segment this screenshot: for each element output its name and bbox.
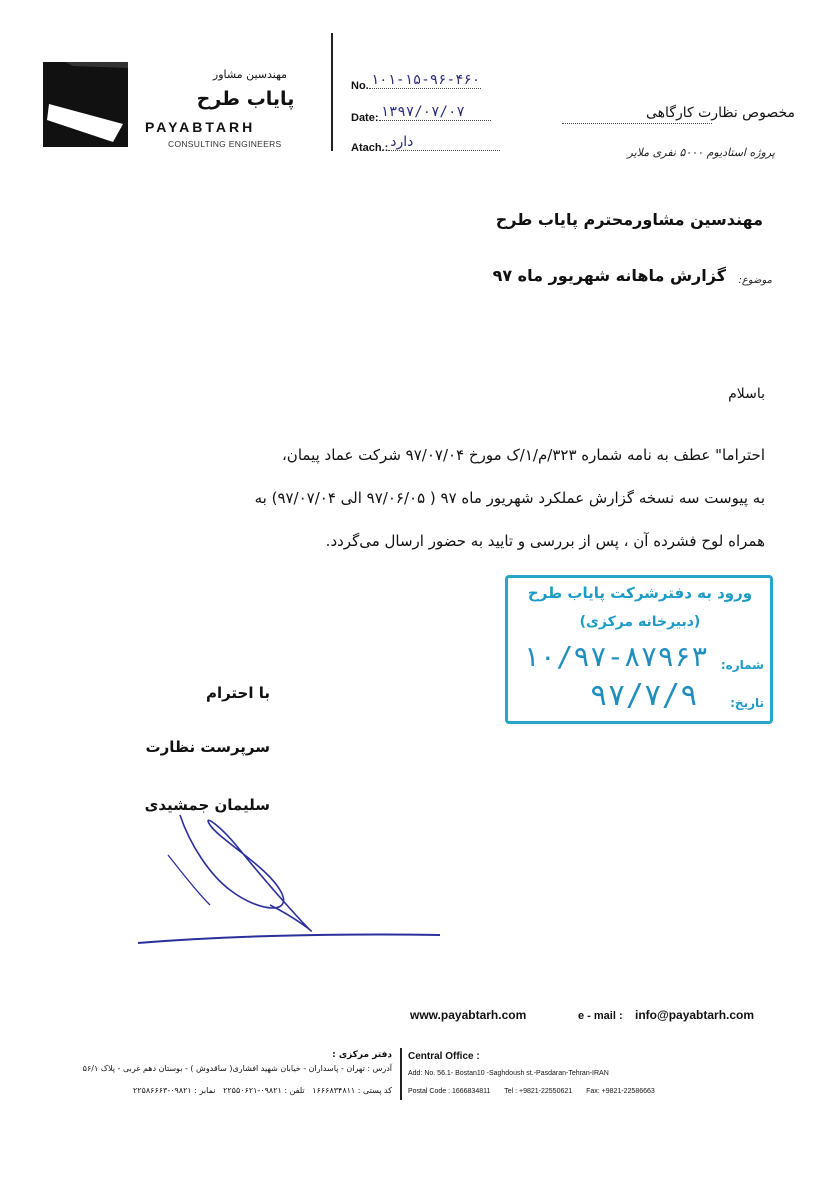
firm-persian-name: پایاب طرح	[196, 88, 295, 110]
stamp-date-label: تاریخ:	[730, 696, 764, 710]
recipient-line: مهندسین مشاورمحترم پایاب طرح	[495, 210, 763, 229]
body-paragraph-line: همراه لوح فشرده آن ، پس از بررسی و تایید به حضور ارسال می‌گردد.	[325, 532, 765, 550]
footer-english-fax: Fax: +9821-22586663	[586, 1088, 655, 1095]
reference-date-row	[351, 104, 491, 124]
stamp-subtitle: (دبیرخانه مرکزی)	[579, 614, 701, 630]
firm-english-name: PAYABTARH	[145, 119, 256, 135]
firm-english-subtitle: CONSULTING ENGINEERS	[168, 139, 282, 149]
closing-phrase: با احترام	[205, 684, 270, 702]
handwritten-signature-icon	[120, 795, 450, 955]
footer-website: www.payabtarh.com	[410, 1008, 527, 1022]
receipt-stamp	[505, 575, 773, 724]
reference-number-value: ۱۰۱-۱۵-۹۶-۴۶۰	[370, 72, 481, 88]
supervision-underline	[562, 123, 712, 124]
supervision-title: مخصوص نظارت کارگاهی	[646, 105, 795, 121]
stamp-title: ورود به دفترشرکت پایاب طرح	[527, 584, 753, 602]
header-divider	[331, 33, 333, 151]
reference-attachment-row	[351, 134, 500, 154]
stamp-date-value: ۹۷/۷/۹	[589, 678, 698, 713]
stamp-number-label: شماره:	[720, 658, 764, 672]
greeting: باسلام	[728, 386, 765, 402]
firm-persian-subtitle: مهندسین مشاور	[212, 68, 288, 81]
reference-date-label: Date:	[351, 112, 379, 124]
reference-attachment-label: Atach.:	[351, 142, 389, 154]
footer-email-label: e - mail :	[578, 1010, 623, 1022]
footer-english-phone: Tel : +9821-22550621	[504, 1088, 573, 1095]
reference-date-value: ۱۳۹۷/۰۷/۰۷	[380, 104, 465, 120]
footer-persian-postal: کد پستی : ۱۶۶۶۸۳۴۸۱۱	[312, 1086, 392, 1095]
footer-divider	[400, 1048, 402, 1100]
footer-email: info@payabtarh.com	[635, 1008, 755, 1022]
footer-persian-address: آدرس : تهران - پاسداران - خیابان شهید افشاری( ساقدوش ) - بوستان دهم غربی - پلاک ۵۶/۱	[82, 1064, 392, 1073]
firm-logo-icon	[43, 62, 128, 147]
reference-number-label: No.	[351, 80, 369, 92]
footer-persian-office-title: دفتر مرکزی :	[332, 1050, 392, 1060]
footer-english-office-title: Central Office :	[408, 1051, 480, 1062]
subject-text: گزارش ماهانه شهریور ماه ۹۷	[492, 266, 726, 285]
signer-role: سرپرست نظارت	[145, 738, 270, 756]
footer-persian-phone: تلفن : ۰۹۸۲۱-۲۲۵۵۰۶۲۱	[223, 1086, 305, 1095]
footer-english-postal: Postal Code : 1666834811	[408, 1088, 491, 1095]
stamp-number-value: ۱۰/۹۷-۸۷۹۶۳	[522, 640, 708, 673]
footer-english-contacts	[408, 1088, 667, 1095]
body-paragraph-line: به پیوست سه نسخه گزارش عملکرد شهریور ماه ۹۷ ( ۹۷/۰۶/۰۵ الی ۹۷/۰۷/۰۴) به	[254, 489, 765, 507]
footer-persian-fax: نمابر : ۰۹۸۲۱-۲۲۵۸۶۶۶۳	[132, 1086, 216, 1095]
footer-persian-contacts	[30, 1086, 392, 1095]
signer-name: سلیمان جمشیدی	[144, 796, 270, 814]
reference-attachment-value: دارد	[390, 134, 414, 150]
project-name: پروژه استادیوم ۵۰۰۰ نفری ملایر	[627, 146, 775, 159]
subject-label: موضوع:	[738, 275, 772, 286]
reference-number-row	[351, 72, 481, 92]
body-paragraph-line: احتراما" عطف به نامه شماره ۳۲۳/م/۱/ک مورخ ۹۷/۰۷/۰۴ شرکت عماد پیمان،	[281, 446, 765, 464]
footer-english-address: Add: No. 56.1- Bostan10 -Saghdoush st.-Pasdaran-Tehran-IRAN	[408, 1070, 609, 1077]
